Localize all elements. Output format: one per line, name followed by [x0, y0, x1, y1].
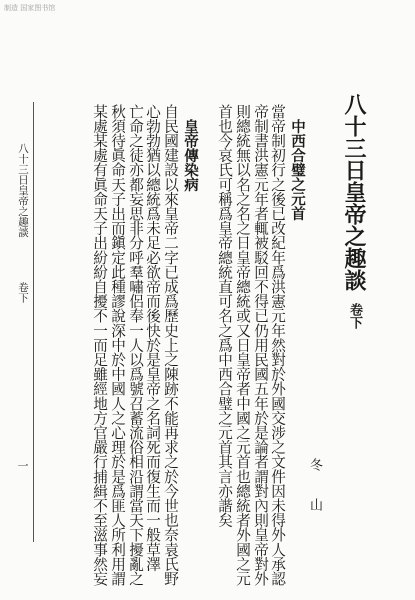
text-line: 亡命之徒亦都妄思非分呼羣嘯侶奉一人以爲號召蓄流俗相沿謂當天下擾亂之	[127, 104, 144, 586]
book-title: 八十三日皇帝之趣談	[341, 93, 367, 291]
page-number: 一	[16, 460, 29, 471]
text-line: 首也今哀氏可稱爲皇帝總統直可名之爲中西合璧之元首其言亦諧矣	[216, 104, 233, 528]
section-heading-1: 中西合璧之元首	[289, 119, 306, 221]
watermark: 制造 国家图书馆	[4, 4, 56, 12]
text-line: 則總統無以名之名之日皇帝總統或又日皇帝者中國之元首也總統者外國之元	[234, 104, 251, 586]
text-line: 自民國建設以來皇帝二字已成爲歷史上之陳跡不能再求之於今世也奈袁氏野	[162, 104, 179, 586]
text-line: 心勃勃猶以總統爲未足必欲帝而後快於是皇帝之名詞死而復生而一般草澤	[144, 104, 161, 572]
text-line: 秋須待眞命天子出而鎭定此種謬說深中於中國人之心理於是爲匪人所利用謂	[109, 104, 126, 586]
section-heading-2: 皇帝傳染病	[182, 119, 199, 192]
margin-volume: 卷下	[17, 282, 29, 303]
text-line: 當帝制初行之後已改紀年爲洪憲元年然對於外國交涉之文件因未得外人承認	[269, 104, 286, 586]
text-line: 帝制書洪憲元年者輒被駁回不得已仍用民國五年於是論者謂對內則皇帝對外	[252, 104, 269, 586]
margin-book-title: 八十三日皇帝之趣談	[17, 143, 29, 238]
text-line: 某處某處有眞命天子出紛紛自擾不一而足雖經地方官嚴行捕緝不至滋事然妄	[91, 104, 108, 586]
author-name: 冬 山	[307, 458, 322, 517]
margin-rule	[33, 102, 34, 542]
volume-label: 卷下	[347, 303, 362, 329]
